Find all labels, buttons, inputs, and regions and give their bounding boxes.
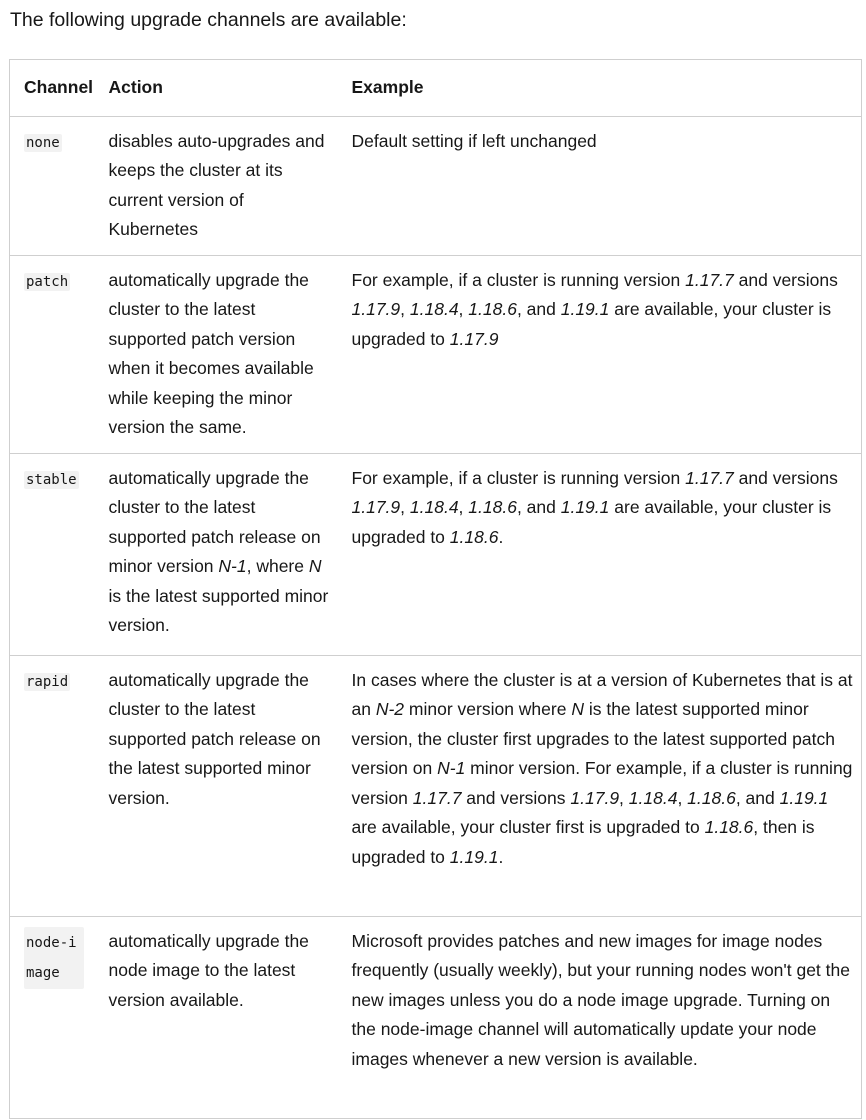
header-action: Action	[95, 60, 338, 117]
version-text: N-1	[218, 556, 247, 576]
example-text: and versions	[461, 787, 571, 808]
version-text: 1.19.1	[560, 497, 610, 517]
action-cell: automatically upgrade the cluster to the latest supported patch release on the latest supported minor version.	[95, 655, 338, 916]
version-text: N	[571, 699, 584, 719]
action-text: automatically upgrade the cluster to the latest supported patch release on minor version	[108, 467, 321, 576]
example-text: , then is upgraded to	[351, 817, 815, 867]
example-cell: Microsoft provides patches and new images for image nodes frequently (usually weekly), but your running nodes won't get the new images unless you do a node image upgrade. Turning on the node-image channel will automatically update your node images whenever a new version is available.	[338, 916, 862, 1118]
example-text: minor version. For example, if a cluster is running version	[351, 758, 853, 808]
version-text: N-1	[437, 758, 466, 778]
channel-code-stable: stable	[26, 471, 77, 488]
version-text: 1.17.7	[685, 467, 734, 488]
example-text: For example, if a cluster is running version	[351, 269, 686, 290]
example-text: ,	[400, 497, 410, 517]
header-example: Example	[338, 60, 862, 117]
channel-cell	[10, 916, 95, 1118]
example-text: and versions	[733, 467, 838, 488]
example-cell	[338, 255, 862, 453]
version-text: 1.18.6	[468, 497, 517, 517]
example-cell: Default setting if left unchanged	[338, 116, 862, 255]
version-text: 1.18.6	[704, 817, 754, 837]
table-row-patch	[10, 255, 862, 453]
channel-cell	[10, 453, 95, 655]
example-text: is the latest supported minor version, the cluster first upgrades to the latest supported patch version on	[351, 699, 835, 778]
example-cell	[338, 655, 862, 916]
example-cell	[338, 453, 862, 655]
channel-code-node-image: node-image	[24, 927, 84, 989]
version-text: 1.17.7	[412, 787, 462, 808]
example-text: ,	[619, 787, 629, 808]
version-text: 1.17.9	[351, 299, 401, 319]
table-row-node-image	[10, 916, 862, 1118]
table-header-row	[10, 60, 862, 117]
version-text: 1.18.4	[409, 299, 459, 319]
version-text: 1.18.6	[449, 526, 499, 547]
version-text: 1.19.1	[779, 787, 829, 808]
version-text: 1.17.7	[685, 269, 734, 290]
version-text: 1.18.6	[468, 299, 517, 319]
table-row-none	[10, 116, 862, 255]
version-text: 1.19.1	[560, 299, 610, 319]
example-text: ,	[677, 787, 688, 808]
table-row-rapid	[10, 655, 862, 916]
version-text: N-2	[375, 699, 405, 719]
version-text: N	[308, 556, 322, 576]
channel-cell	[10, 655, 95, 916]
example-text: .	[498, 846, 504, 867]
action-cell: automatically upgrade the cluster to the latest supported patch version when it becomes available while keeping the minor version the same.	[95, 255, 338, 453]
example-text: In cases where the cluster is at a version of Kubernetes that is at an	[351, 669, 853, 719]
channel-code-patch: patch	[26, 273, 69, 290]
action-cell	[95, 453, 338, 655]
version-text: 1.17.9	[351, 497, 401, 517]
example-text: and versions	[733, 269, 838, 290]
example-text: ,	[400, 299, 410, 319]
version-text: 1.18.4	[628, 787, 678, 808]
example-text: For example, if a cluster is running version	[351, 467, 686, 488]
action-cell: automatically upgrade the node image to the latest version available.	[95, 916, 338, 1118]
example-text: , and	[516, 299, 561, 319]
version-text: 1.17.9	[570, 787, 620, 808]
example-text: , and	[735, 787, 780, 808]
example-text: , and	[516, 497, 561, 517]
action-text: is the latest supported minor version.	[108, 585, 329, 635]
example-text: minor version where	[404, 699, 572, 719]
action-text: , where	[246, 556, 309, 576]
version-text: 1.18.4	[409, 497, 459, 517]
channel-code-none: none	[26, 134, 60, 151]
example-text: .	[498, 526, 504, 547]
version-text: 1.17.9	[449, 328, 499, 349]
header-channel: Channel	[10, 60, 95, 117]
channel-cell	[10, 255, 95, 453]
version-text: 1.19.1	[449, 846, 499, 867]
version-text: 1.18.6	[687, 787, 736, 808]
example-text: are available, your cluster is upgraded to	[351, 497, 832, 547]
example-text: are available, your cluster first is upgraded to	[351, 817, 705, 837]
example-text: are available, your cluster is upgraded to	[351, 299, 832, 349]
example-text: ,	[458, 497, 469, 517]
upgrade-channels-table	[9, 59, 862, 1119]
channel-code-rapid: rapid	[26, 673, 69, 690]
channel-cell	[10, 116, 95, 255]
example-text: ,	[458, 299, 469, 319]
action-cell: disables auto-upgrades and keeps the cluster at its current version of Kubernetes	[95, 116, 338, 255]
intro-text: The following upgrade channels are available:	[10, 9, 407, 31]
table-row-stable	[10, 453, 862, 655]
